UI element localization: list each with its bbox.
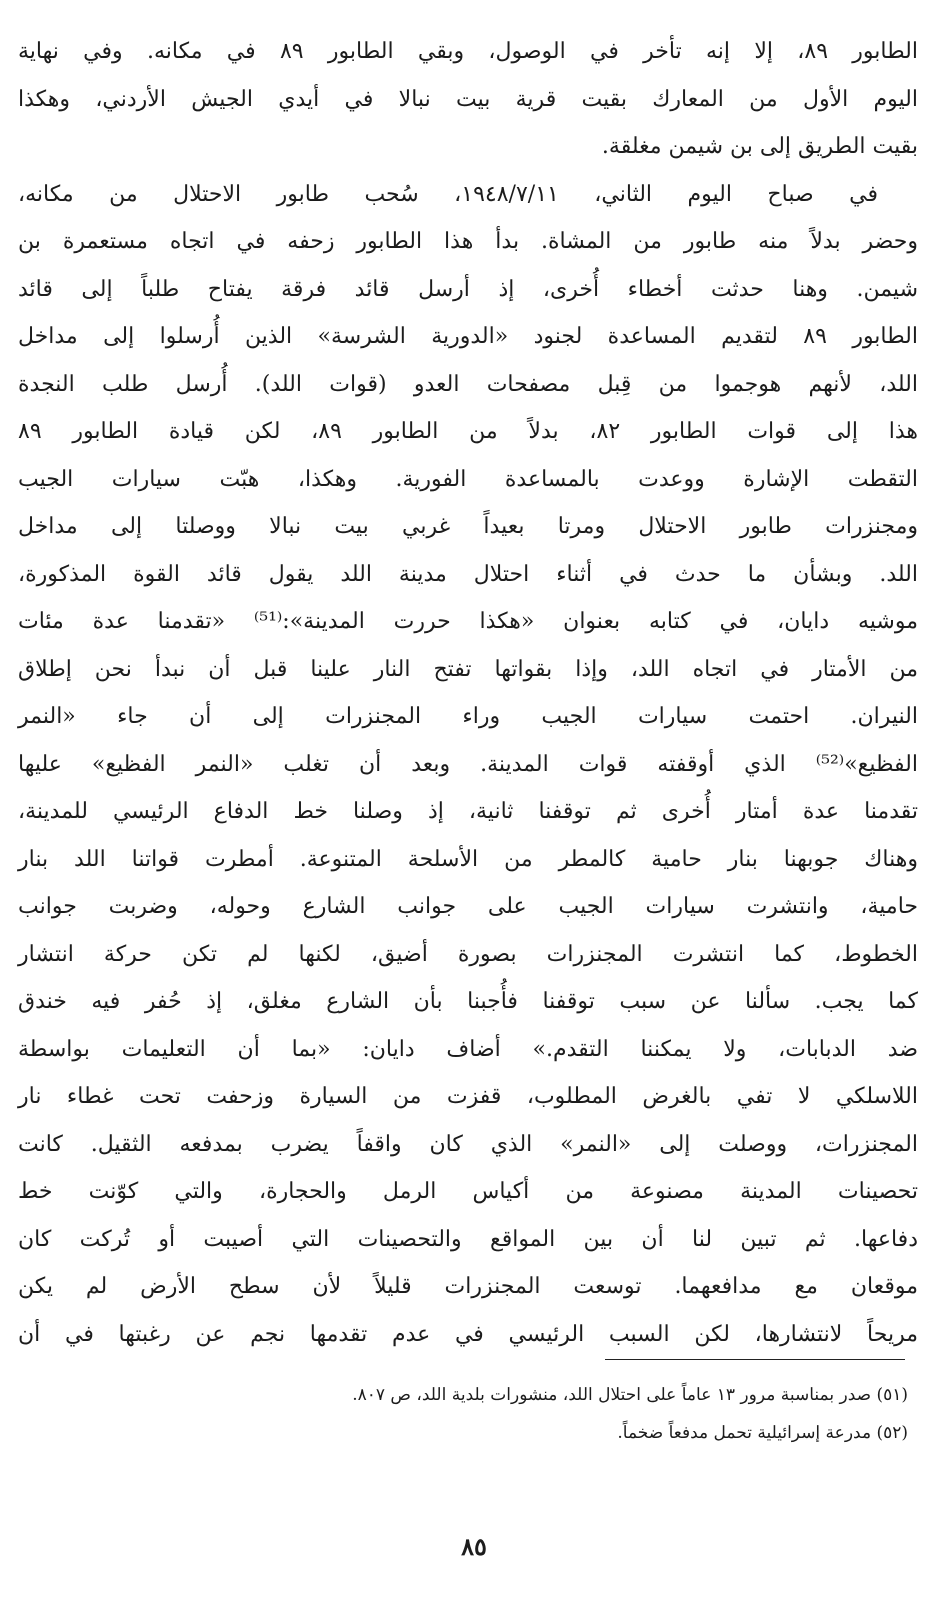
text-line: دفاعها. ثم تبين لنا أن بين المواقع والتحصينات التي أصيبت أو تُركت كان [18,1226,918,1252]
text-line: الخطوط، كما انتشرت المجنزرات بصورة أضيق، لكنها لم تكن حركة انتشار [18,941,918,967]
text-line: اللد، لأنهم هوجموا من قِبل مصفحات العدو (قوات اللد). أُرسل طلب النجدة [18,371,918,397]
text-line: ومجنزرات طابور الاحتلال ومرتا بعيداً غربي بيت نبالا ووصلتا إلى مداخل [18,514,918,539]
text-line: في صباح اليوم الثاني، ١٩٤٨/٧/١١، سُحب طابور الاحتلال من مكانه، [18,181,878,207]
footnotes [40,1376,908,1452]
text-line: مريحاً لانتشارها، لكن السبب الرئيسي في عدم تقدمها نجم عن رغبتها في أن [18,1321,918,1347]
body-text [18,28,918,1358]
text-line: شيمن. وهنا حدثت أخطاء أُخرى، إذ أرسل قائد فرقة يفتاح طلباً إلى قائد [18,276,918,302]
text-line: النيران. احتمت سيارات الجيب وراء المجنزرات إلى أن جاء «النمر [18,704,918,729]
text-line: وحضر بدلاً منه طابور من المشاة. بدأ هذا الطابور زحفه في اتجاه مستعمرة بن [18,229,918,254]
text-line: وهناك جوبهنا بنار حامية كالمطر من الأسلحة المتنوعة. أمطرت قواتنا اللد بنار [18,846,918,872]
text-line: اللاسلكي لا تفي بالغرض المطلوب، قفزت من السيارة وزحفت تحت غطاء نار [18,1084,918,1109]
text-line: الفظيع»⁽⁵²⁾ الذي أوقفته قوات المدينة. وبعد أن تغلب «النمر الفظيع» عليها [18,751,918,777]
text-line: حامية، وانتشرت سيارات الجيب على جوانب الشارع وحوله، وضربت جوانب [18,894,918,919]
footnote-52: (٥٢) مدرعة إسرائيلية تحمل مدفعاً ضخماً. [617,1423,908,1443]
text-line: اليوم الأول من المعارك بقيت قرية بيت نبالا في أيدي الجيش الأردني، وهكذا [18,86,918,112]
page-number: ٨٥ [461,1532,487,1561]
text-line: المجنزرات، ووصلت إلى «النمر» الذي كان واقفاً يضرب بمدفعه الثقيل. كانت [18,1131,918,1157]
text-line: من الأمتار في اتجاه اللد، وإذا بقواتها تفتح النار علينا قبل أن نبدأ نحن إطلاق [18,656,918,682]
footnote-51: (٥١) صدر بمناسبة مرور ١٣ عاماً على احتلال اللد، منشورات بلدية اللد، ص ٨٠٧. [352,1385,908,1405]
text-line: تحصينات المدينة مصنوعة من أكياس الرمل والحجارة، والتي كوّنت خط [18,1179,918,1204]
footnote-divider [605,1359,905,1360]
text-line: التقطت الإشارة ووعدت بالمساعدة الفورية. وهكذا، هبّت سيارات الجيب [18,466,918,492]
text-line: موشيه دايان، في كتابه بعنوان «هكذا حررت المدينة»:⁽⁵¹⁾ «تقدمنا عدة مئات [18,609,918,634]
text-line: كما يجب. سألنا عن سبب توقفنا فأُجبنا بأن الشارع مغلق، إذ حُفر فيه خندق [18,989,918,1014]
text-line: الطابور ٨٩ لتقديم المساعدة لجنود «الدورية الشرسة» الذين أُرسلوا إلى مداخل [18,324,918,349]
text-line: بقيت الطريق إلى بن شيمن مغلقة. [601,134,918,159]
text-line: موقعان مع مدافعهما. توسعت المجنزرات قليلاً لأن سطح الأرض لم يكن [18,1274,918,1299]
text-line: هذا إلى قوات الطابور ٨٢، بدلاً من الطابور ٨٩، لكن قيادة الطابور ٨٩ [18,419,918,444]
text-line: اللد. وبشأن ما حدث في أثناء احتلال مدينة اللد يقول قائد القوة المذكورة، [18,561,918,587]
text-line: الطابور ٨٩، إلا إنه تأخر في الوصول، وبقي الطابور ٨٩ في مكانه. وفي نهاية [18,39,918,64]
text-line: تقدمنا عدة أمتار أُخرى ثم توقفنا ثانية، إذ وصلنا خط الدفاع الرئيسي للمدينة، [18,799,918,824]
text-line: ضد الدبابات، ولا يمكننا التقدم.» أضاف دايان: «بما أن التعليمات بواسطة [18,1036,918,1062]
